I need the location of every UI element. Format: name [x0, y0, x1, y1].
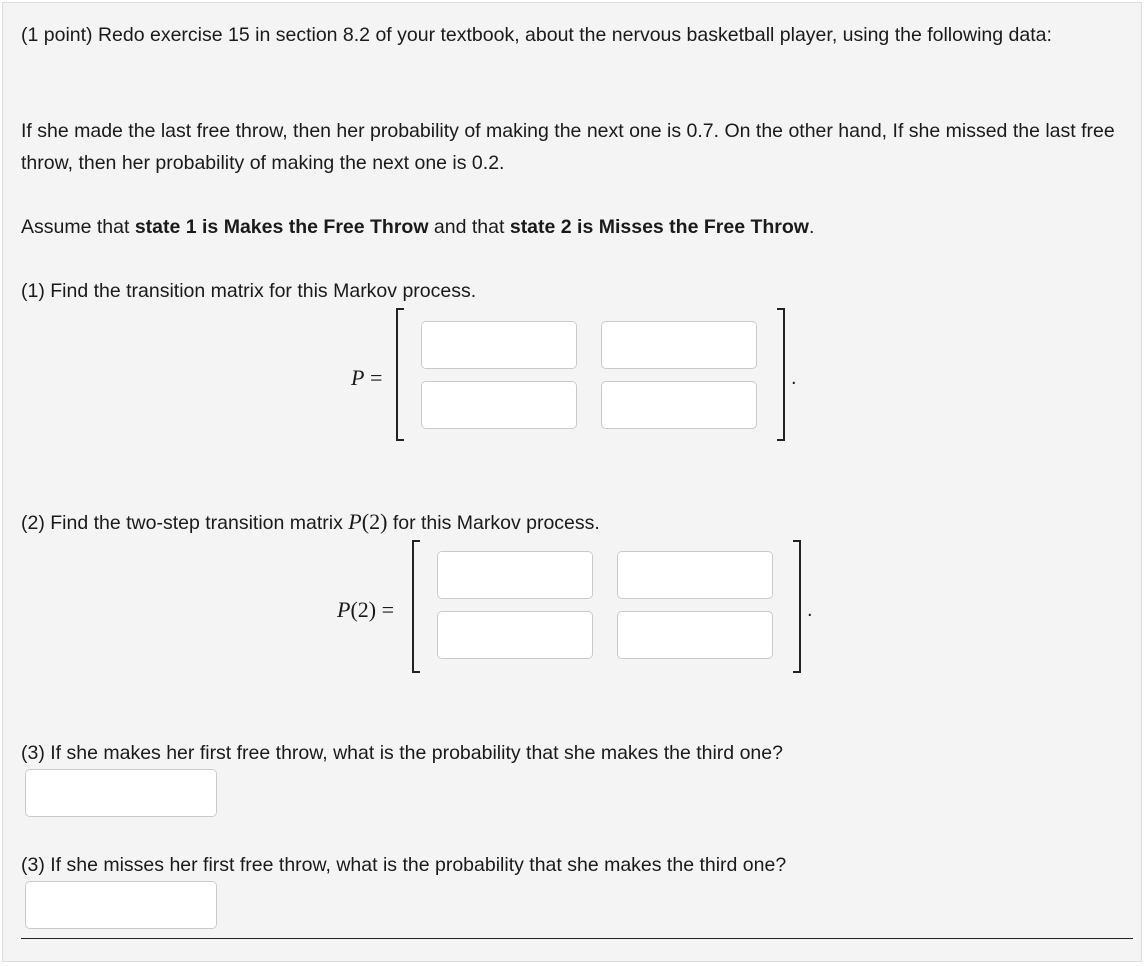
part2-cell-1-1-input[interactable] [438, 552, 593, 598]
problem-data: If she made the last free throw, then her probability of making the next one is 0.7. On the other hand, If she missed the last free throw, then her probability of making the next one is 0.2. [21, 120, 1115, 174]
part3b-question: (3) If she misses her first free throw, what is the probability that she makes the third one? [21, 854, 787, 876]
part2-lhs-var: P [337, 597, 351, 622]
part2-question-suffix: for this Markov process. [387, 512, 600, 534]
part2-period: . [807, 599, 813, 621]
part2-cell-1-1 [437, 551, 593, 599]
part3a-answer [25, 769, 217, 817]
part2-matrix-label [337, 597, 394, 623]
part1-cell-1-1 [421, 321, 577, 369]
state-2-definition: state 2 is Misses the Free Throw [509, 216, 809, 238]
part1-lhs-eq: = [364, 365, 383, 390]
part3b-answer [25, 881, 217, 929]
part2-cell-2-2-input[interactable] [618, 612, 773, 658]
part1-cell-1-2 [601, 321, 757, 369]
part1-matrix-label [351, 365, 382, 391]
part3a-answer-input[interactable] [26, 770, 217, 816]
part2-lhs-arg: (2) [350, 597, 377, 622]
part1-cell-2-2 [601, 381, 757, 429]
state-1-definition: state 1 is Makes the Free Throw [134, 216, 429, 238]
part2-question [21, 506, 1121, 539]
part2-cell-1-2-input[interactable] [618, 552, 773, 598]
problem-panel [2, 2, 1142, 962]
part1-question: (1) Find the transition matrix for this Markov process. [21, 280, 477, 302]
part1-cell-1-1-input[interactable] [422, 322, 577, 368]
part2-cell-1-2 [617, 551, 773, 599]
part1-right-bracket [777, 308, 785, 441]
part2-right-bracket [793, 540, 801, 673]
assume-prefix: Assume that [21, 216, 135, 238]
part1-lhs-var: P [351, 365, 365, 390]
part2-cell-2-2 [617, 611, 773, 659]
part2-left-bracket [412, 540, 420, 673]
part2-cell-2-1 [437, 611, 593, 659]
part3b-answer-input[interactable] [26, 882, 217, 928]
part1-cell-2-2-input[interactable] [602, 382, 757, 428]
part1-cell-2-1-input[interactable] [422, 382, 577, 428]
state-assumption [21, 211, 1121, 243]
problem-intro: (1 point) Redo exercise 15 in section 8.2 of your textbook, about the nervous basketball player, using the following data: [21, 24, 1052, 46]
part1-cell-1-2-input[interactable] [602, 322, 757, 368]
part1-left-bracket [396, 308, 404, 441]
part2-cell-2-1-input[interactable] [438, 612, 593, 658]
part2-question-var: P [348, 509, 362, 534]
part2-question-prefix: (2) Find the two-step transition matrix [21, 512, 349, 534]
assume-end: . [808, 216, 815, 238]
part3a-question: (3) If she makes her first free throw, what is the probability that she makes the third one? [21, 742, 783, 764]
part2-lhs-eq: = [376, 597, 395, 622]
bottom-divider [21, 938, 1133, 939]
assume-mid: and that [428, 216, 510, 238]
part1-period: . [791, 367, 797, 389]
part2-question-arg: (2) [361, 509, 388, 534]
part1-cell-2-1 [421, 381, 577, 429]
